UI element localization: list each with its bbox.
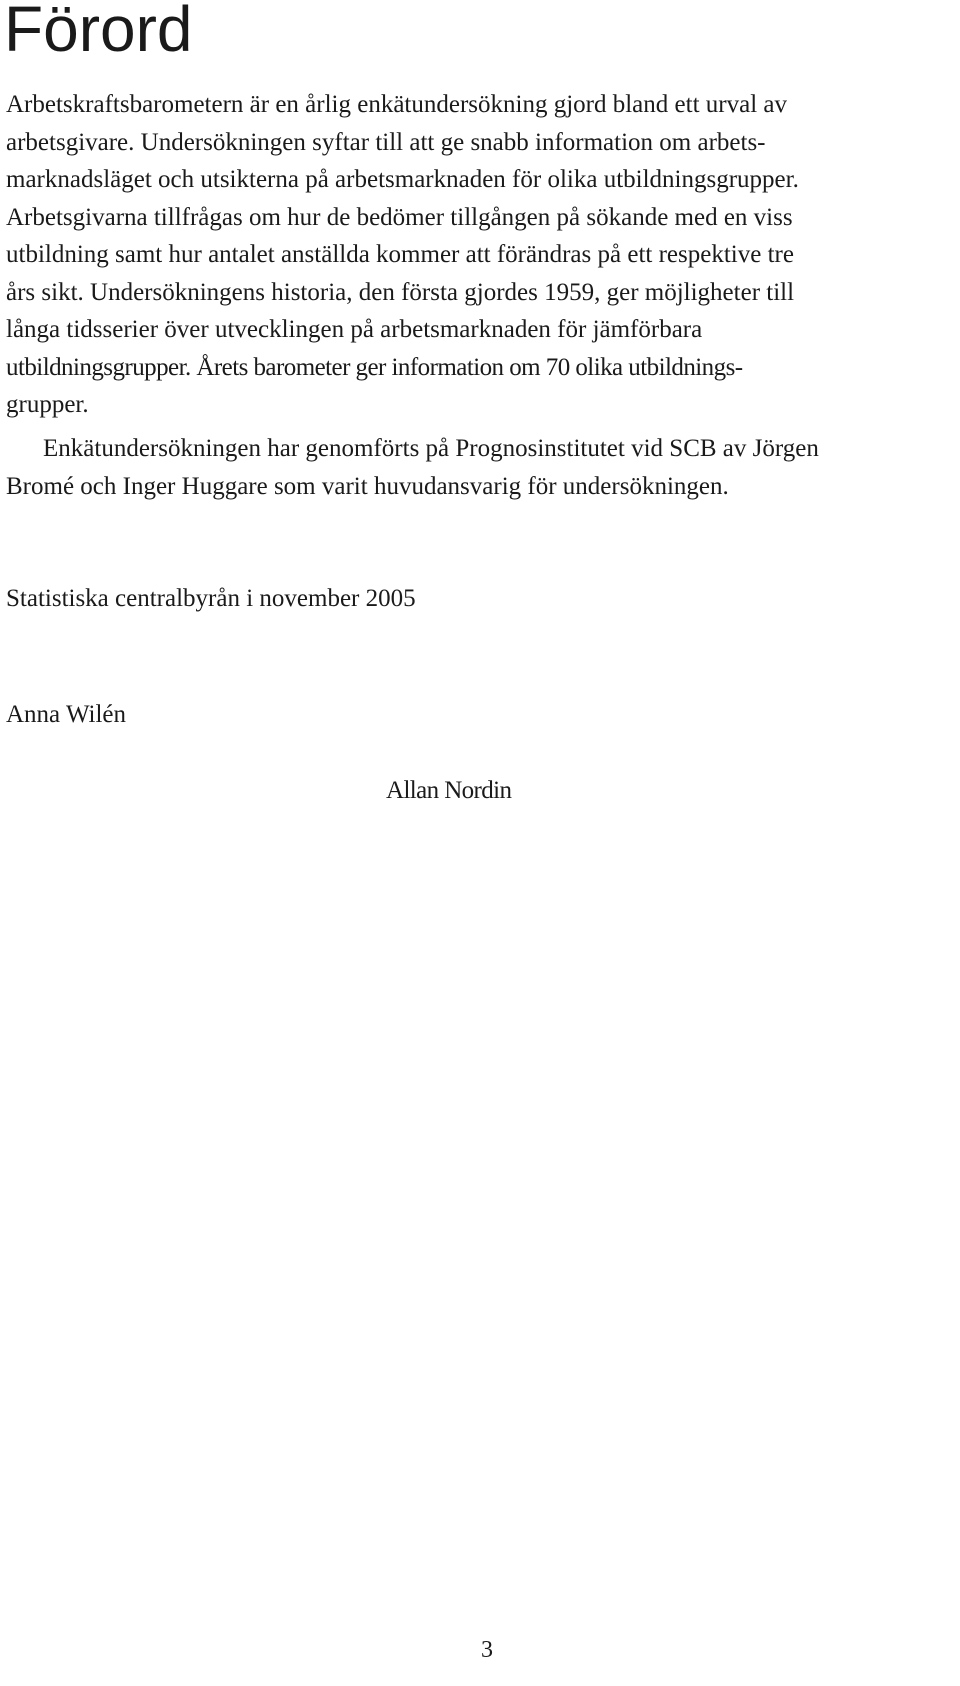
paragraph-line: utbildning samt hur antalet anställda kommer att förändras på ett respektive tre: [6, 241, 794, 268]
paragraph-line: långa tidsserier över utvecklingen på arbetsmarknaden för jämförbara: [6, 316, 703, 343]
paragraph-line: marknadsläget och utsikterna på arbetsmarknaden för olika utbildningsgrupper.: [6, 166, 799, 193]
paragraph-line: utbildningsgrupper. Årets barometer ger information om 70 olika utbildnings-: [6, 353, 743, 381]
page-title: Förord: [4, 0, 193, 65]
place-and-date: Statistiska centralbyrån i november 2005: [6, 585, 416, 612]
paragraph-line: års sikt. Undersökningens historia, den första gjordes 1959, ger möjligheter till: [6, 278, 795, 306]
paragraph-line: Arbetsgivarna tillfrågas om hur de bedömer tillgången på sökande med en viss: [6, 203, 793, 231]
page-number: 3: [481, 1637, 493, 1663]
paragraph-line: Enkätundersökningen har genomförts på Prognosinstitutet vid SCB av Jörgen: [43, 435, 819, 462]
paragraph-line: arbetsgivare. Undersökningen syftar till att ge snabb information om arbets-: [6, 128, 766, 156]
paragraph-line: Bromé och Inger Huggare som varit huvudansvarig för undersökningen.: [6, 472, 729, 500]
foreword-paragraph-1: [6, 86, 960, 424]
foreword-paragraph-2: [6, 430, 960, 505]
signatory-allan-nordin: Allan Nordin: [386, 777, 512, 804]
paragraph-line: grupper.: [6, 391, 89, 418]
signatory-anna-wilen: Anna Wilén: [6, 701, 127, 728]
paragraph-line: Arbetskraftsbarometern är en årlig enkätundersökning gjord bland ett urval av: [6, 91, 787, 118]
